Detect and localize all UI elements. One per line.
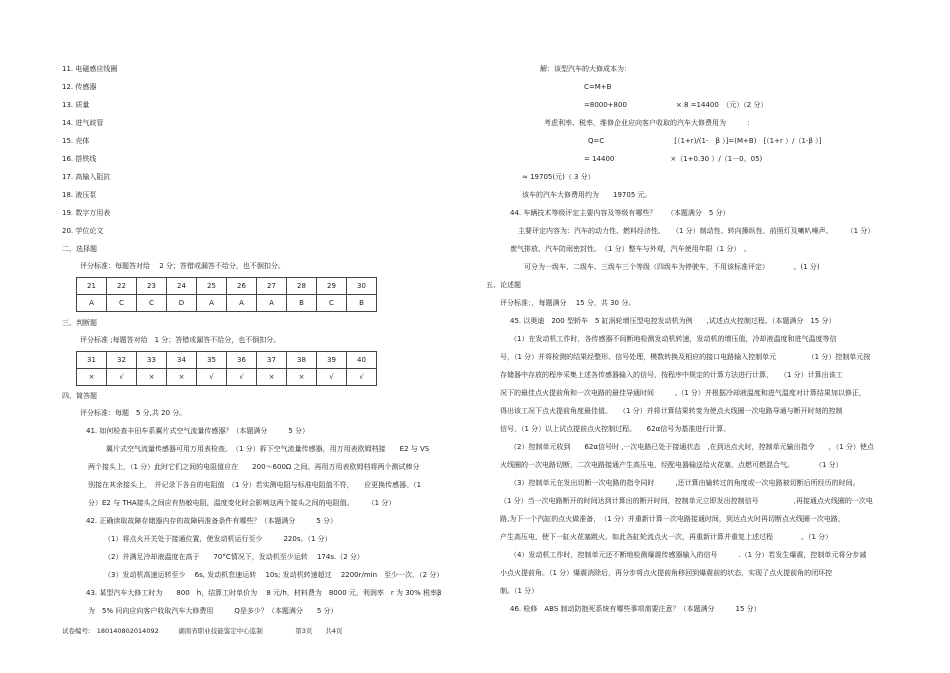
question-number: 22 — [107, 278, 137, 295]
answer-line: 小点火提前角。（1 分）爆震消除后，再分步将点火提前角移回到爆震前的状态，实现了点火提前角的闭环控 — [500, 569, 833, 577]
question-number: 25 — [197, 278, 227, 295]
answer-cell: A — [227, 295, 257, 312]
answer-line: 产生高压电，使下一缸火花塞跳火。如此各缸轮流点火一次，再重新计算并重复上述过程 。（1 分） — [500, 533, 833, 541]
answer-line: 解：该型汽车的大修成本为： — [540, 65, 631, 73]
answer-line: 废气排放、汽车防雨密封性。 （1 分）整车与外观，汽车使用年限（1 分） 。 — [510, 245, 751, 253]
answer-cell: C — [137, 295, 167, 312]
list-item: 20. 学位论文 — [62, 227, 104, 235]
question-number: 38 — [287, 352, 317, 369]
page-footer: 试卷编号: 180140802014092 湖南省职业技能鉴定中心监制 第3页 共4页 — [62, 627, 343, 635]
answer-line: （3）发动机高速运转至少 6s, 发动机怠速运转 10s; 发动机转速超过 2200r/min 至少一次．（2 分） — [104, 571, 444, 579]
question-number: 29 — [317, 278, 347, 295]
question-42: 42. 正确读取故障存储器内存的故障码准备条件有哪些？（本题满分 5 分） — [86, 517, 338, 525]
answer-cell: × — [77, 369, 107, 386]
judge-answer-table — [76, 351, 377, 386]
question-number: 23 — [137, 278, 167, 295]
answer-line: （3）控制单元在发出切断一次电路的指令同时 ,还计算由输转过的角度或一次电路被切断后所经历的时间。 — [510, 479, 860, 487]
question-number: 31 — [77, 352, 107, 369]
answer-line: （1）在发动机工作时，各传感器不间断地检测发动机转速，发动机的增压值，冷却液温度和进气温度等信 — [510, 335, 837, 343]
formula-line: C=M+B — [584, 83, 612, 91]
list-item: 15. 壳体 — [62, 137, 90, 145]
answer-line: 存储器中存放的程序采集上述各传感器输入的信号，按程序中规定的计算方法进行计算， （1 分）计算出该工 — [500, 371, 843, 379]
list-item: 16. 搭铁线 — [62, 155, 97, 163]
question-number: 39 — [317, 352, 347, 369]
answer-cell: A — [77, 295, 107, 312]
answer-cell: √ — [317, 369, 347, 386]
choice-answer-table — [76, 277, 377, 312]
list-item: 18. 液压泵 — [62, 191, 97, 199]
answer-line: 制。（1 分） — [500, 587, 539, 595]
question-number: 30 — [347, 278, 377, 295]
section-heading: 二、选择题 — [62, 245, 97, 253]
answer-line: 主要评定内容为：汽车的动力性、燃料经济性、 （1 分）制动性、转向操纵性、前照灯及喇叭噪声、 （1 分） — [518, 227, 875, 235]
scoring-rule: 评分标准 ;每题答对给 1 分；答错或漏答不给分，也不倒扣分。 — [80, 336, 281, 344]
question-number: 28 — [287, 278, 317, 295]
question-number: 33 — [137, 352, 167, 369]
answer-line: 别接在其余接头上， 并记录下各自的电阻值 （1 分）若实测电阻与标准电阻值不符， 应更换传感器。（1 — [88, 481, 422, 489]
section-heading: 五、论述题 — [486, 281, 521, 289]
question-number: 26 — [227, 278, 257, 295]
list-item: 11. 电磁感应线圈 — [62, 65, 118, 73]
answer-line: 信号，（1 分）以上试点提前点火控制过程。 62α信号为基准进行计算。 — [500, 425, 731, 433]
question-number: 37 — [257, 352, 287, 369]
list-item: 17. 高输入阻抗 — [62, 173, 111, 181]
answer-line: 可分为一级车、二级车、三级车三个等级（四级车为停驶车，不用该标准评定） 。(1 分) — [524, 263, 820, 271]
answer-cell: × — [257, 369, 287, 386]
question-number: 36 — [227, 352, 257, 369]
answer-line: （1）将点火开关处于接通位置，使发动机运行至少 220s。（1 分） — [104, 535, 332, 543]
list-item: 14. 进气歧管 — [62, 119, 104, 127]
answer-cell: A — [257, 295, 287, 312]
answer-cell: D — [167, 295, 197, 312]
question-44: 44. 车辆技术等级评定主要内容及等级有哪些？ （本题满分 5 分） — [510, 209, 730, 217]
answer-line: 号，（1 分）并将检测的结果经整形、信号处理，模数转换及相应的接口电路输入控制单元 （1 分）控制单元按 — [500, 353, 871, 361]
scoring-rule: 评分标准：每题 5 分,共 20 分。 — [80, 409, 187, 417]
answer-cell: B — [287, 295, 317, 312]
question-43-cont: 为 5% 问向应向客户收取汽车大修费用 Q是多少？（本题满分 5 分） — [88, 607, 338, 615]
answer-line: （2）控制单元收到 62α信号时 ,一次电路已处于接通状态 ,在到达点火时，控制单元输出指令 ，（1 分）使点 — [510, 443, 874, 451]
list-item: 13. 质量 — [62, 101, 90, 109]
answer-cell: √ — [107, 369, 137, 386]
question-number: 32 — [107, 352, 137, 369]
answer-cell: √ — [197, 369, 227, 386]
answer-cell: × — [137, 369, 167, 386]
section-heading: 四、简答题 — [62, 392, 97, 400]
question-number: 27 — [257, 278, 287, 295]
answer-cell: × — [287, 369, 317, 386]
question-41: 41. 如何检查丰田车系翼片式空气流量传感器？（本题满分 5 分） — [86, 427, 310, 435]
question-number: 24 — [167, 278, 197, 295]
answer-line: （2）并满足冷却液温度在高于 70°C情况下，发动机至少运转 174s.（2 分） — [104, 553, 364, 561]
question-number: 35 — [197, 352, 227, 369]
scoring-rule: 评分标准：每题答对给 2 分；答错或漏答不给分，也不倒扣分。 — [80, 262, 285, 270]
question-46: 46. 检修 ABS 制动防抱死系统有哪些事项需要注意？（本题满分 15 分） — [510, 605, 761, 613]
answer-line: 分）E2 与 THA接头之间应有热敏电阻，温度变化时会影响这两个接头之间的电阻值。 （1 分） — [88, 499, 396, 507]
formula-line: ≈ 19705(元)（ 3 分） — [522, 173, 595, 181]
formula-line: = 14400 ×（1+0.30 ）/（1－0。05) — [584, 155, 763, 163]
section-heading: 三、判断题 — [62, 319, 97, 327]
question-43: 43. 某型汽车大修工时为 800 h，结算工时单价为 8 元/h，材料费为 8000 元，利润率 r 为 30% 税率β — [86, 589, 442, 597]
formula-line: =8000+800 × 8 =14400 （元）（2 分） — [584, 101, 768, 109]
answer-line: 翼片式空气流量传感器可用万用表检查。 （1 分）拆下空气流量传感器，用万用表欧姆档接 E2 与 VS — [106, 445, 430, 453]
question-number: 34 — [167, 352, 197, 369]
answer-cell: C — [107, 295, 137, 312]
answer-cell: C — [317, 295, 347, 312]
list-item: 19. 数字万用表 — [62, 209, 111, 217]
answer-line: 路,为下一个汽缸的点火做准备， （1 分）并重新计算一次电路接通时间，到达点火时再切断点火线圈一次电路， — [500, 515, 845, 523]
answer-line: 考虑利率、税率，维修企业应向客户收取的汽车大修费用为 ： — [544, 119, 754, 127]
answer-line: 两个接头上，（1 分）此时它们之间的电阻值应在 200～600Ω 之间。再用万用表欧姆档将两个测试棒分 — [88, 463, 420, 471]
answer-cell: √ — [347, 369, 377, 386]
scoring-rule: 评分标准：，每题满分 15 分，共 30 分。 — [500, 299, 636, 307]
answer-line: 得出该工况下点火提前角度最佳值。 （1 分）并将计算结果转变为使点火线圈一次电路导通与断开时刻的控制 — [500, 407, 843, 415]
answer-cell: A — [197, 295, 227, 312]
answer-cell: √ — [227, 369, 257, 386]
answer-line: （4）发动机工作时，控制单元还不断地检测爆震传感器输入的信号 .（1 分）若发生爆震，控制单元将分步减 — [510, 551, 867, 559]
question-45: 45. 以奥迪 200 型轿车 5 缸涡轮增压型电控发动机为例 ,试述点火控制过程。（本题满分 15 分） — [510, 317, 836, 325]
answer-line: 火线圈的一次电路切断，二次电路接通产生高压电，经配电器输送给火花塞，点燃可燃混合气。 （1 分） — [500, 461, 843, 469]
answer-line: 况下的最佳点火提前角和一次电路的最佳导通时间 ,（1 分）并根据冷却液温度和进气温度对计算结果加以修正， — [500, 389, 866, 397]
answer-cell: B — [347, 295, 377, 312]
answer-line: （1 分）当一次电路断开的时间达到计算出的断开时间，控制单元立即发出控制信号 ,再接通点火线圈的一次电 — [500, 497, 873, 505]
answer-cell: × — [167, 369, 197, 386]
question-number: 21 — [77, 278, 107, 295]
list-item: 12. 传感器 — [62, 83, 97, 91]
question-number: 40 — [347, 352, 377, 369]
answer-line: 该车的汽车大修费用约为 19705 元。 — [522, 191, 652, 199]
formula-line: Q=C [（1+r)/(1- β ）]=(M+B) [（1+r ）/（1-β ）] — [588, 137, 822, 145]
